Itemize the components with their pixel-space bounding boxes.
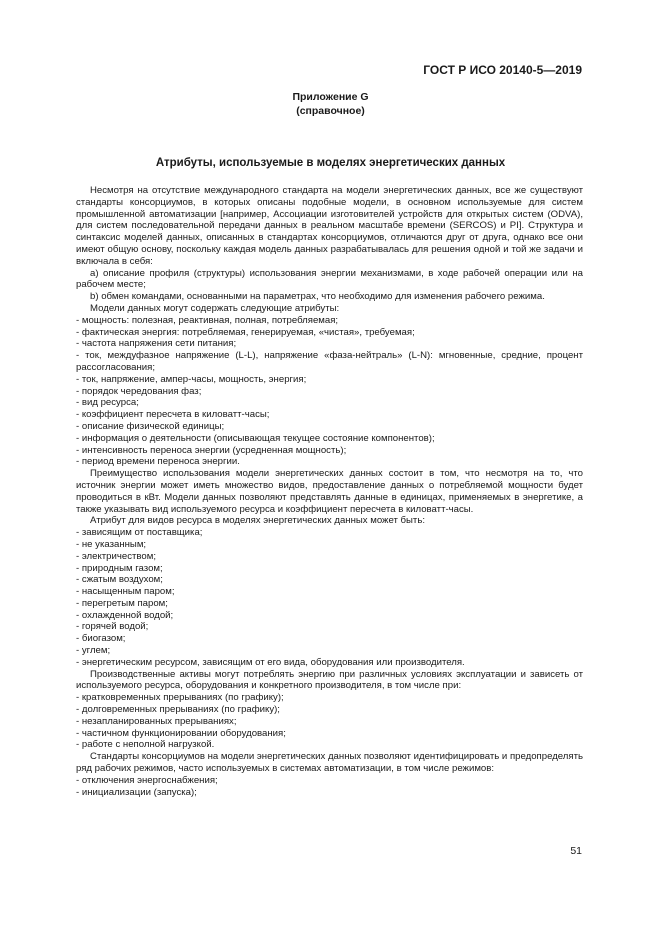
list-item: - работе с неполной нагрузкой. (76, 739, 215, 751)
list-item: - углем; (76, 645, 111, 657)
list-item: - не указанным; (76, 538, 147, 550)
list-item: - природным газом; (76, 562, 163, 574)
list-item: - интенсивность переноса энергии (усредненная мощность); (76, 444, 347, 456)
page-title: Атрибуты, используемые в моделях энергетических данных (155, 157, 506, 169)
paragraph-item-a: a) описание профиля (структуры) использования энергии механизмами, в ходе рабочей операции или на рабочем месте; (76, 267, 583, 291)
standard-designation: ГОСТ Р ИСО 20140-5—2019 (423, 63, 582, 77)
paragraph-modes-lead: Стандарты консорциумов на модели энергетических данных позволяют идентифицировать и предопределять ряд рабочих режимов, часто используемых в системах автоматизации, в том числе режимов: (76, 751, 583, 775)
paragraph-assets: Производственные активы могут потреблять энергию при различных условиях эксплуатации и зависеть от используемого ресурса, оборудования и конкретного производителя, в том числе при: (76, 668, 583, 692)
list-item: - долговременных прерываниях (по графику); (76, 704, 280, 716)
list-item: - сжатым воздухом; (76, 574, 163, 586)
modes-list (76, 775, 583, 799)
paragraph-intro: Несмотря на отсутствие международного стандарта на модели энергетических данных, все же существуют стандарты консорциумов, в которых описаны подобные модели, в основном используемые для систем промышленной автоматизации [например, Ассоциации изготовителей устройств для открытых систем (ODVA), для систем последовательной передачи данных в реальном масштабе времени (SERCOS) и PI]. Структура и синтаксис моделей данных, описанных в стандартах консорциумов, отличаются друг от друга, однако все они имеют общую основу, поскольку каждая модель данных разрабатывалась для решения одной и той же задачи и включала в себя: (76, 185, 583, 267)
paragraph-advantage: Преимущество использования модели энергетических данных состоит в том, что несмотря на то, что источник энергии может иметь множество видов, предоставление данных о потребляемой мощности будет проводиться в кВт. Модели данных позволяют представлять данные в единицах, применяемых в энергетике, а также указывать вид используемого ресурса и коэффициент пересчета в киловатт-часы. (76, 468, 583, 515)
list-item: - ток, напряжение, ампер-часы, мощность, энергия; (76, 373, 307, 385)
paragraph-resources-lead: Атрибут для видов ресурса в моделях энергетических данных может быть: (90, 515, 425, 527)
list-item: - порядок чередования фаз; (76, 385, 202, 397)
list-item: - электричеством; (76, 550, 156, 562)
list-item: - инициализации (запуска); (76, 786, 197, 798)
list-item: - перегретым паром; (76, 597, 168, 609)
conditions-list (76, 692, 583, 751)
list-item: - частота напряжения сети питания; (76, 338, 237, 350)
page-number: 51 (570, 845, 582, 857)
document-body (76, 185, 583, 798)
paragraph-item-b: b) обмен командами, основанными на параметрах, что необходимо для изменения рабочего режима. (90, 291, 545, 303)
list-item: - фактическая энергия: потребляемая, генерируемая, «чистая», требуемая; (76, 326, 415, 338)
list-item: - вид ресурса; (76, 397, 139, 409)
list-item: - энергетическим ресурсом, зависящим от его вида, оборудования или производителя. (76, 656, 465, 668)
list-item: - незапланированных прерываниях; (76, 715, 237, 727)
annex-note: (справочное) (296, 105, 365, 117)
list-item: - частичном функционировании оборудования; (76, 727, 286, 739)
paragraph-attributes-lead: Модели данных могут содержать следующие атрибуты: (90, 302, 340, 314)
list-item: - горячей водой; (76, 621, 149, 633)
list-item: - зависящим от поставщика; (76, 527, 203, 539)
list-item: - мощность: полезная, реактивная, полная, потребляемая; (76, 314, 339, 326)
list-item: - период времени переноса энергии. (76, 456, 240, 468)
attributes-list (76, 315, 583, 468)
resources-list (76, 527, 583, 669)
list-item: - отключения энергоснабжения; (76, 774, 218, 786)
list-item: - коэффициент пересчета в киловатт-часы; (76, 409, 270, 421)
list-item: - кратковременных прерываниях (по графику); (76, 692, 284, 704)
list-item: - насыщенным паром; (76, 586, 175, 598)
list-item: - описание физической единицы; (76, 420, 225, 432)
list-item: - ток, междуфазное напряжение (L-L), напряжение «фаза-нейтраль» (L-N): мгновенные, средние, процент рассогласования; (76, 350, 583, 373)
list-item: - охлажденной водой; (76, 609, 174, 621)
list-item: - биогазом; (76, 633, 126, 645)
annex-heading (0, 90, 661, 118)
list-item: - информация о деятельности (описывающая текущее состояние компонентов); (76, 432, 435, 444)
annex-label: Приложение G (292, 91, 369, 103)
